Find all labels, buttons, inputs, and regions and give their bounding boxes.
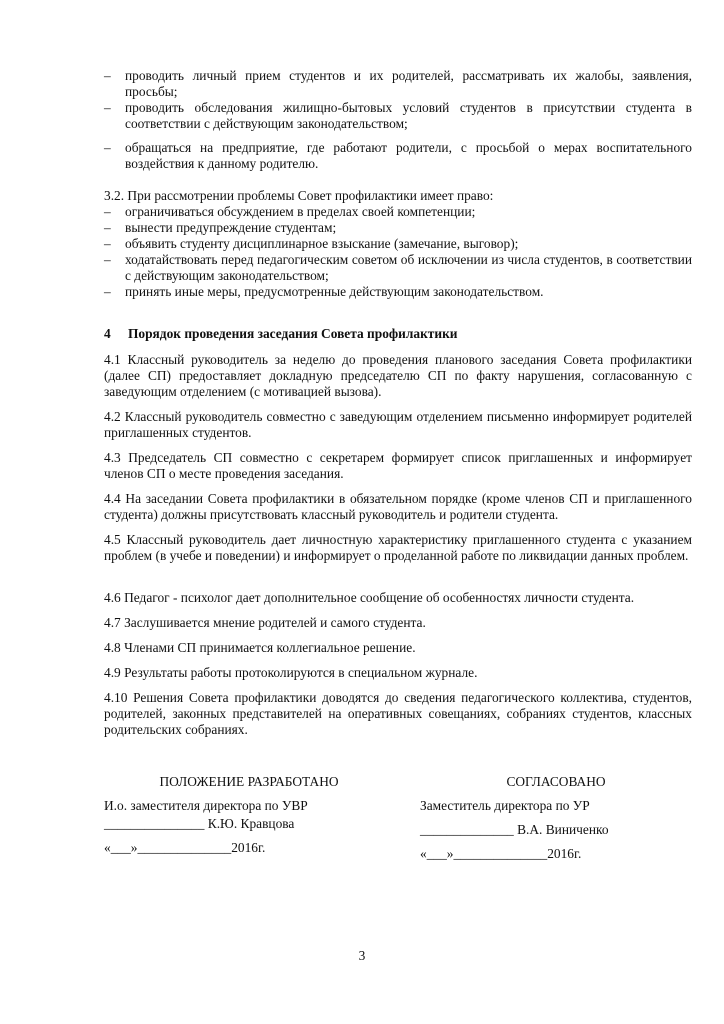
list-item: – проводить личный прием студентов и их родителей, рассматривать их жалобы, заявления, просьбы; (104, 68, 692, 100)
paragraph-4-9: 4.9 Результаты работы протоколируются в специальном журнале. (104, 665, 478, 680)
paragraph-4-5: 4.5 Классный руководитель дает личностную характеристику приглашенного студента с указанием проблем (в учебе и поведении) и информирует о проделанной работе по ликвидации данных проблем. (104, 532, 692, 563)
paragraph-4-1: 4.1 Классный руководитель за неделю до проведения планового заседания Совета профилактики (далее СП) предоставляет докладную председателю СП по факту нарушения, согласованную с заведующим отделением (с мотивацией вызова). (104, 352, 692, 399)
sign-right-heading: СОГЛАСОВАНО (506, 774, 606, 789)
duties-list (104, 68, 692, 172)
sign-left-date: «___»______________2016г. (104, 840, 266, 855)
paragraph-4-4: 4.4 На заседании Совета профилактики в обязательном порядке (кроме членов СП и приглашенного студента) должны присутствовать классный руководитель и родители студента. (104, 491, 692, 522)
section-title: Порядок проведения заседания Совета профилактики (128, 326, 458, 341)
list-item: – проводить обследования жилищно-бытовых условий студентов в присутствии студента в соответствии с действующим законодательством; (104, 100, 692, 132)
sign-left-heading: ПОЛОЖЕНИЕ РАЗРАБОТАНО (159, 774, 339, 789)
list-item: – обращаться на предприятие, где работают родители, с просьбой о мерах воспитательного воздействия к данному родителю. (104, 140, 692, 172)
section-number: 4 (104, 326, 111, 341)
paragraph-4-10: 4.10 Решения Совета профилактики доводятся до сведения педагогического коллектива, студентов, родителей, законных представителей на оперативных совещаниях, собраниях студентов, классных родительских собраниях. (104, 690, 692, 737)
rights-list (104, 204, 692, 300)
sign-left-name: _______________ К.Ю. Кравцова (104, 816, 295, 831)
section-heading (104, 326, 692, 342)
list-item: – ограничиваться обсуждением в пределах своей компетенции; (104, 204, 692, 220)
paragraph-3-2: 3.2. При рассмотрении проблемы Совет профилактики имеет право: (104, 188, 494, 203)
sign-right-position: Заместитель директора по УР (420, 798, 590, 813)
page-number: 3 (358, 948, 366, 963)
paragraph-4-8: 4.8 Членами СП принимается коллегиальное решение. (104, 640, 416, 655)
paragraph-4-7: 4.7 Заслушивается мнение родителей и самого студента. (104, 615, 426, 630)
list-item: – ходатайствовать перед педагогическим советом об исключении из числа студентов, в соответствии с действующим законодательством; (104, 252, 692, 284)
list-item: – принять иные меры, предусмотренные действующим законодательством. (104, 284, 692, 300)
list-item: – вынести предупреждение студентам; (104, 220, 692, 236)
paragraph-4-2: 4.2 Классный руководитель совместно с заведующим отделением письменно информирует родителей приглашенных студентов. (104, 409, 692, 440)
sign-right-name: ______________ В.А. Виниченко (420, 822, 609, 837)
paragraph-4-3: 4.3 Председатель СП совместно с секретарем формирует список приглашенных и информирует членов СП о месте проведения заседания. (104, 450, 692, 481)
paragraph-4-6: 4.6 Педагог - психолог дает дополнительное сообщение об особенностях личности студента. (104, 590, 635, 605)
sign-right-date: «___»______________2016г. (420, 846, 582, 861)
list-item: – объявить студенту дисциплинарное взыскание (замечание, выговор); (104, 236, 692, 252)
sign-left-position: И.о. заместителя директора по УВР (104, 798, 308, 813)
